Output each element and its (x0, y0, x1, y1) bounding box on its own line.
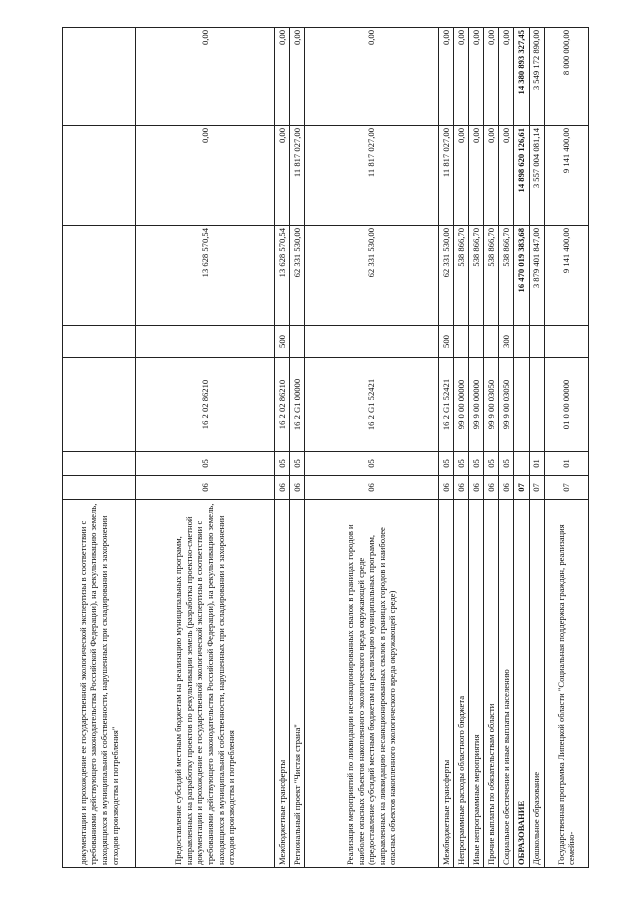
row-sum-year-1: 62 331 530,00 (305, 226, 439, 326)
row-sum-year-3: 14 380 893 327,45 (514, 28, 529, 126)
row-expense-type (136, 326, 275, 358)
row-expense-type (453, 326, 468, 358)
row-section-code: 05 (136, 452, 275, 476)
row-expense-type (469, 326, 484, 358)
row-expense-type (484, 326, 499, 358)
row-name: документации и прохождение ее государственной экологической экспертизы в соответствии с требованиями действующего законодательства Российской Федерации), на рекультивацию земель, находящихся в муниципальной собственности, нарушенных при складировании и захоронении отходов производства и потребления" (63, 500, 136, 868)
row-section-code: 01 (529, 452, 544, 476)
row-ministry-code: 07 (529, 476, 544, 500)
row-ministry-code: 07 (514, 476, 529, 500)
row-ministry-code: 06 (499, 476, 514, 500)
row-sum-year-1: 13 628 570,54 (136, 226, 275, 326)
table-row (469, 28, 484, 868)
row-sum-year-2: 14 898 620 126,61 (514, 126, 529, 226)
row-sum-year-1: 538 866,70 (484, 226, 499, 326)
row-expense-type (544, 326, 588, 358)
row-sum-year-1: 13 628 570,54 (274, 226, 289, 326)
row-expense-type (514, 326, 529, 358)
row-sum-year-2: 11 817 027,00 (438, 126, 453, 226)
row-section-code: 05 (484, 452, 499, 476)
row-sum-year-3: 0,00 (438, 28, 453, 126)
row-sum-year-1: 16 470 019 383,68 (514, 226, 529, 326)
row-target-article: 16 2 G1 52421 (438, 358, 453, 452)
table-row (544, 28, 588, 868)
row-sum-year-3: 0,00 (453, 28, 468, 126)
row-section-code (63, 452, 136, 476)
table-row (499, 28, 514, 868)
row-target-article (514, 358, 529, 452)
row-target-article: 99 9 00 03050 (499, 358, 514, 452)
row-name: ОБРАЗОВАНИЕ (514, 500, 529, 868)
budget-table (62, 27, 589, 868)
table-row (484, 28, 499, 868)
row-target-article: 16 2 G1 52421 (305, 358, 439, 452)
row-expense-type: 300 (499, 326, 514, 358)
row-sum-year-2: 9 141 400,00 (544, 126, 588, 226)
row-section-code: 05 (274, 452, 289, 476)
row-target-article: 99 9 00 03050 (484, 358, 499, 452)
row-expense-type (529, 326, 544, 358)
row-section-code (514, 452, 529, 476)
table-row (136, 28, 275, 868)
row-sum-year-1: 62 331 530,00 (290, 226, 305, 326)
row-expense-type: 500 (438, 326, 453, 358)
row-name: Непрограммные расходы областного бюджета (453, 500, 468, 868)
row-name: Прочие выплаты по обязательствам области (484, 500, 499, 868)
row-sum-year-1: 538 866,70 (469, 226, 484, 326)
row-expense-type (63, 326, 136, 358)
row-section-code: 05 (438, 452, 453, 476)
row-sum-year-2: 0,00 (136, 126, 275, 226)
row-name: Социальное обеспечение и иные выплаты населению (499, 500, 514, 868)
row-sum-year-2: 3 557 004 081,14 (529, 126, 544, 226)
row-sum-year-3: 0,00 (484, 28, 499, 126)
row-name: Иные непрограммные мероприятия (469, 500, 484, 868)
row-ministry-code (63, 476, 136, 500)
row-section-code: 01 (544, 452, 588, 476)
row-sum-year-2: 0,00 (453, 126, 468, 226)
row-ministry-code: 06 (469, 476, 484, 500)
row-sum-year-2: 0,00 (499, 126, 514, 226)
row-target-article: 16 2 02 86210 (136, 358, 275, 452)
row-name: Региональный проект "Чистая страна" (290, 500, 305, 868)
row-target-article: 16 2 G1 00000 (290, 358, 305, 452)
row-expense-type (305, 326, 439, 358)
row-sum-year-2: 11 817 027,00 (305, 126, 439, 226)
table-row (529, 28, 544, 868)
row-sum-year-3: 0,00 (469, 28, 484, 126)
row-sum-year-1: 538 866,70 (453, 226, 468, 326)
row-expense-type (290, 326, 305, 358)
row-target-article (529, 358, 544, 452)
row-sum-year-1: 3 879 401 847,00 (529, 226, 544, 326)
row-target-article: 99 0 00 00000 (453, 358, 468, 452)
row-section-code: 05 (469, 452, 484, 476)
row-ministry-code: 06 (438, 476, 453, 500)
row-section-code: 05 (453, 452, 468, 476)
table-row (274, 28, 289, 868)
row-sum-year-3: 0,00 (274, 28, 289, 126)
row-sum-year-3: 0,00 (305, 28, 439, 126)
row-sum-year-2 (63, 126, 136, 226)
table-row (63, 28, 136, 868)
row-ministry-code: 06 (290, 476, 305, 500)
row-target-article: 16 2 02 86210 (274, 358, 289, 452)
row-target-article: 99 9 00 00000 (469, 358, 484, 452)
row-sum-year-3: 3 549 172 890,00 (529, 28, 544, 126)
row-sum-year-1: 9 141 400,00 (544, 226, 588, 326)
row-ministry-code: 07 (544, 476, 588, 500)
row-sum-year-1: 538 866,70 (499, 226, 514, 326)
table-row (514, 28, 529, 868)
row-sum-year-3: 0,00 (290, 28, 305, 126)
row-name: Межбюджетные трансферты (438, 500, 453, 868)
row-expense-type: 500 (274, 326, 289, 358)
row-ministry-code: 06 (305, 476, 439, 500)
rotated-page (62, 28, 589, 868)
row-name: Государственная программа Липецкой области "Социальная поддержка граждан, реализация семейно- (544, 500, 588, 868)
row-sum-year-1: 62 331 530,00 (438, 226, 453, 326)
row-section-code: 05 (290, 452, 305, 476)
row-ministry-code: 06 (453, 476, 468, 500)
row-target-article (63, 358, 136, 452)
row-sum-year-2: 0,00 (484, 126, 499, 226)
table-row (305, 28, 439, 868)
row-sum-year-2: 11 817 027,00 (290, 126, 305, 226)
table-body (63, 28, 589, 868)
row-sum-year-2: 0,00 (274, 126, 289, 226)
row-ministry-code: 06 (484, 476, 499, 500)
row-name: Реализация мероприятий по ликвидации несанкционированных свалок в границах городов и наиболее опасных объектов накопленного экологического вреда окружающей среде (предоставление субсидий местным бюджетам на реализацию муниципальных программ, направленных на ликвидацию несанкционированных свалок в границах городов и наиболее опасных объектов накопленного экологического вреда окружающей среде) (305, 500, 439, 868)
table-row (438, 28, 453, 868)
row-name: Межбюджетные трансферты (274, 500, 289, 868)
row-sum-year-3: 8 000 000,00 (544, 28, 588, 126)
table-row (453, 28, 468, 868)
row-ministry-code: 06 (274, 476, 289, 500)
row-section-code: 05 (499, 452, 514, 476)
row-section-code: 05 (305, 452, 439, 476)
row-sum-year-3: 0,00 (136, 28, 275, 126)
row-name: Предоставление субсидий местным бюджетам на реализацию муниципальных программ, направленных на разработку проектов по рекультивации земель (разработка проектно-сметной документации и прохождение ее государственной экологической экспертизы в соответствии с требованиями действующего законодательства Российской Федерации), на рекультивацию земель, находящихся в муниципальной собственности, нарушенных при складировании и захоронении отходов производства и потребления (136, 500, 275, 868)
table-row (290, 28, 305, 868)
row-ministry-code: 06 (136, 476, 275, 500)
row-name: Дошкольное образование (529, 500, 544, 868)
row-target-article: 01 0 00 00000 (544, 358, 588, 452)
row-sum-year-1 (63, 226, 136, 326)
row-sum-year-2: 0,00 (469, 126, 484, 226)
row-sum-year-3: 0,00 (499, 28, 514, 126)
row-sum-year-3 (63, 28, 136, 126)
